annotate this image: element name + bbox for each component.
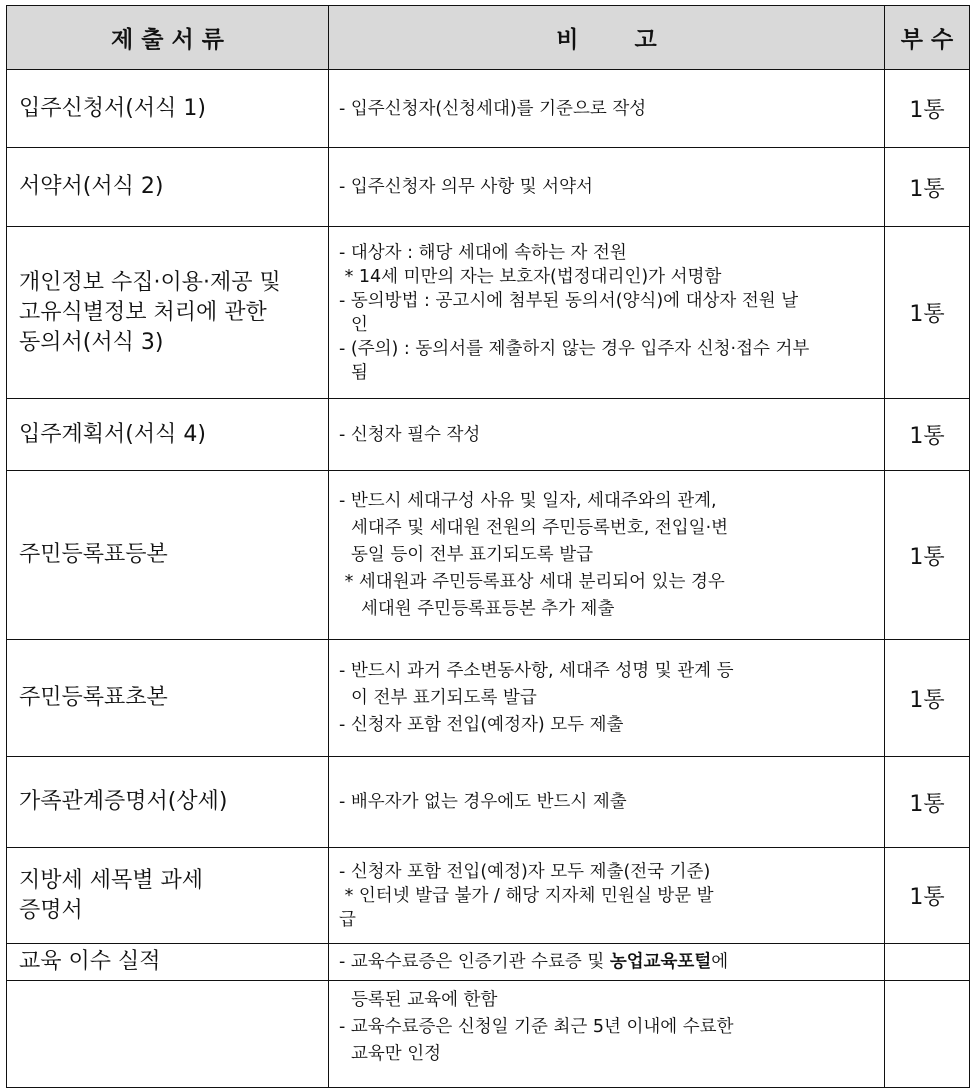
document-name: 주민등록표등본 [7, 471, 329, 640]
document-name: 지방세 세목별 과세 증명서 [7, 848, 329, 944]
copy-count [885, 944, 970, 981]
document-name: 입주신청서(서식 1) [7, 70, 329, 148]
document-remarks: - 대상자 : 해당 세대에 속하는 자 전원 * 14세 미만의 자는 보호자(법정대리인)가 서명함 - 동의방법 : 공고시에 첨부된 동의서(양식)에 대상자 전원 날 인 - (주의) : 동의서를 제출하지 않는 경우 입주자 신청·접수 거부 됨 [329, 227, 885, 399]
document-remarks: - 신청자 포함 전입(예정)자 모두 제출(전국 기준) * 인터넷 발급 불가 / 해당 지자체 민원실 방문 발 급 [329, 848, 885, 944]
document-remarks: - 반드시 과거 주소변동사항, 세대주 성명 및 관계 등 이 전부 표기되도록 발급 - 신청자 포함 전입(예정자) 모두 제출 [329, 640, 885, 757]
table-row [7, 148, 970, 227]
header-copies: 부 수 [885, 6, 970, 70]
table-row [7, 848, 970, 944]
table-row [7, 399, 970, 471]
copy-count [885, 981, 970, 1088]
document-name [7, 981, 329, 1088]
copy-count: 1통 [885, 399, 970, 471]
document-remarks: - 입주신청자 의무 사항 및 서약서 [329, 148, 885, 227]
document-name: 개인정보 수집·이용·제공 및 고유식별정보 처리에 관한 동의서(서식 3) [7, 227, 329, 399]
copy-count: 1통 [885, 70, 970, 148]
document-name: 교육 이수 실적 [7, 944, 329, 981]
table-row [7, 757, 970, 848]
copy-count: 1통 [885, 640, 970, 757]
document-remarks: 등록된 교육에 한함 - 교육수료증은 신청일 기준 최근 5년 이내에 수료한 교육만 인정 [329, 981, 885, 1088]
document-remarks: - 교육수료증은 인증기관 수료증 및 농업교육포털에 [329, 944, 885, 981]
document-name: 서약서(서식 2) [7, 148, 329, 227]
table-row [7, 471, 970, 640]
document-remarks: - 배우자가 없는 경우에도 반드시 제출 [329, 757, 885, 848]
table-row [7, 227, 970, 399]
education-portal-name: 농업교육포털 [609, 952, 712, 972]
document-remarks: - 입주신청자(신청세대)를 기준으로 작성 [329, 70, 885, 148]
table-row [7, 981, 970, 1088]
copy-count: 1통 [885, 848, 970, 944]
copy-count: 1통 [885, 148, 970, 227]
table-header-row [7, 6, 970, 70]
document-name: 입주계획서(서식 4) [7, 399, 329, 471]
copy-count: 1통 [885, 227, 970, 399]
header-documents: 제 출 서 류 [7, 6, 329, 70]
copy-count: 1통 [885, 757, 970, 848]
required-documents-table [6, 5, 970, 1088]
table-row [7, 70, 970, 148]
table-row [7, 640, 970, 757]
header-remarks: 비 고 [329, 6, 885, 70]
document-name: 가족관계증명서(상세) [7, 757, 329, 848]
document-remarks: - 반드시 세대구성 사유 및 일자, 세대주와의 관계, 세대주 및 세대원 전원의 주민등록번호, 전입일·변 동일 등이 전부 표기되도록 발급 * 세대원과 주민등록표상 세대 분리되어 있는 경우 세대원 주민등록표등본 추가 제출 [329, 471, 885, 640]
copy-count: 1통 [885, 471, 970, 640]
document-remarks: - 신청자 필수 작성 [329, 399, 885, 471]
document-name: 주민등록표초본 [7, 640, 329, 757]
table-row [7, 944, 970, 981]
